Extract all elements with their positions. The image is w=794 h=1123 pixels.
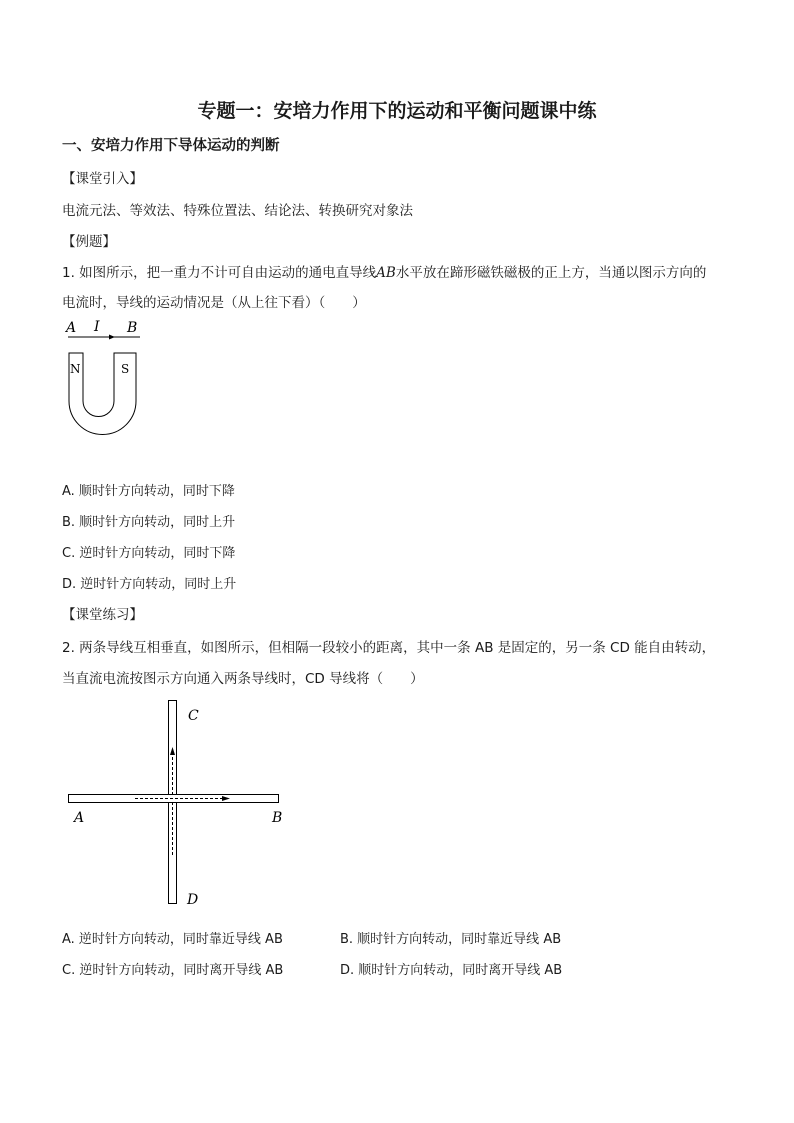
section-heading: 一、安培力作用下导体运动的判断 [62,138,280,154]
fig1-pole-n: N [70,362,81,376]
q1-stem-pre: 1. 如图所示，把一重力不计可自由运动的通电直导线 [62,265,377,281]
fig1-label-i: I [94,319,100,335]
fig2-label-a: A [74,810,85,826]
q1-stem-post: 水平放在蹄形磁铁磁极的正上方，当通以图示方向的 [395,265,707,281]
q1-option-a[interactable]: A. 顺时针方向转动，同时下降 [62,484,235,499]
fig1-label-b: B [127,320,138,336]
methods-text: 电流元法、等效法、特殊位置法、结论法、转换研究对象法 [62,203,413,219]
q2-option-c[interactable]: C. 逆时针方向转动，同时离开导线 AB [62,963,284,978]
q1-stem-line1 [62,261,706,281]
q1-wire-label: AB [376,265,396,281]
fig2-label-d: D [187,892,199,908]
practice-tag: 【课堂练习】 [62,607,143,623]
q1-stem-line2: 电流时，导线的运动情况是（从上往下看）（ ） [62,295,366,311]
q1-option-c[interactable]: C. 逆时针方向转动，同时下降 [62,546,236,561]
q2-option-d[interactable]: D. 顺时针方向转动，同时离开导线 AB [340,963,563,978]
q2-crossed-wires-figure [60,695,300,910]
fig1-current-arrow [109,335,115,340]
q2-stem-line1: 2. 两条导线互相垂直，如图所示，但相隔一段较小的距离，其中一条 AB 是固定的，另一条 CD 能自由转动， [62,640,716,656]
fig2-label-c: C [188,708,199,724]
fig1-pole-s: S [121,362,130,376]
fig2-label-b: B [272,810,283,826]
example-tag: 【例题】 [62,234,116,250]
q2-option-a[interactable]: A. 逆时针方向转动，同时靠近导线 AB [62,932,283,947]
q1-horseshoe-magnet-figure [60,315,150,443]
q1-option-d[interactable]: D. 逆时针方向转动，同时上升 [62,577,237,592]
q2-option-b[interactable]: B. 顺时针方向转动，同时靠近导线 AB [340,932,562,947]
fig2-wire-ab [69,795,279,803]
q1-option-b[interactable]: B. 顺时针方向转动，同时上升 [62,515,236,530]
q2-stem-line2: 当直流电流按图示方向通入两条导线时，CD 导线将（ ） [62,671,424,687]
page-title: 专题一：安培力作用下的运动和平衡问题课中练 [197,100,597,122]
intro-tag: 【课堂引入】 [62,171,143,187]
fig1-label-a: A [66,320,77,336]
